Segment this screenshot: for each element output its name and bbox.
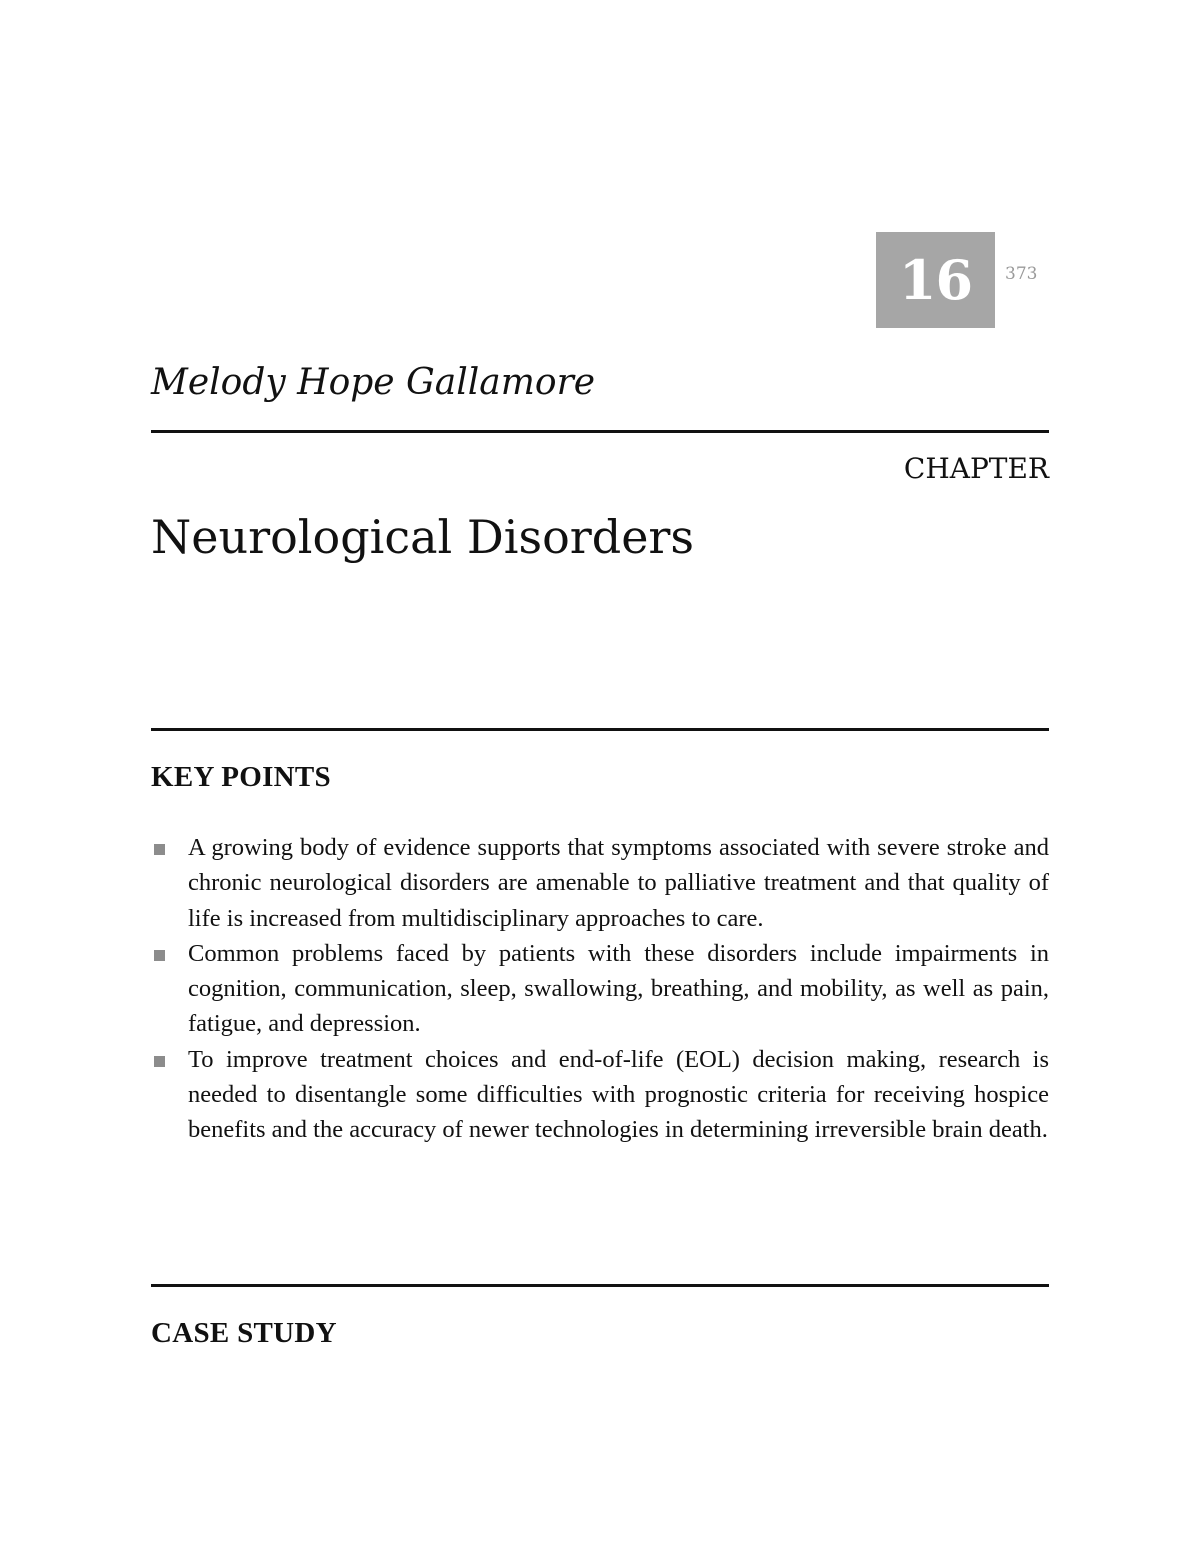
case-study-heading: CASE STUDY bbox=[151, 1317, 337, 1349]
key-point-item bbox=[151, 830, 1049, 936]
key-point-text: To improve treatment choices and end-of-life (EOL) decision making, research is needed to disentangle some difficulties with prognostic criteria for receiving hospice benefits and the accuracy of newer technologies in determining irreversible brain death. bbox=[188, 1045, 1049, 1144]
divider-top bbox=[151, 430, 1049, 433]
divider-case-study bbox=[151, 1284, 1049, 1287]
divider-key-points bbox=[151, 728, 1049, 731]
square-bullet-icon bbox=[154, 950, 165, 961]
key-point-item bbox=[151, 1042, 1049, 1148]
page-number: 373 bbox=[1005, 264, 1038, 284]
chapter-number: 16 bbox=[898, 248, 973, 312]
key-points-list bbox=[151, 830, 1049, 1148]
chapter-author: Melody Hope Gallamore bbox=[151, 362, 596, 403]
chapter-number-box bbox=[876, 232, 995, 328]
square-bullet-icon bbox=[154, 1056, 165, 1067]
chapter-label: CHAPTER bbox=[903, 452, 1049, 485]
key-point-item bbox=[151, 936, 1049, 1042]
key-point-text: Common problems faced by patients with these disorders include impairments in cognition, communication, sleep, swallowing, breathing, and mobility, as well as pain, fatigue, and depression. bbox=[188, 939, 1049, 1038]
key-point-text: A growing body of evidence supports that symptoms associated with severe stroke and chronic neurological disorders are amenable to palliative treatment and that quality of life is increased from multidisciplinary approaches to care. bbox=[188, 834, 1049, 932]
chapter-title: Neurological Disorders bbox=[151, 510, 695, 564]
square-bullet-icon bbox=[154, 844, 165, 855]
key-points-heading: KEY POINTS bbox=[151, 761, 331, 793]
